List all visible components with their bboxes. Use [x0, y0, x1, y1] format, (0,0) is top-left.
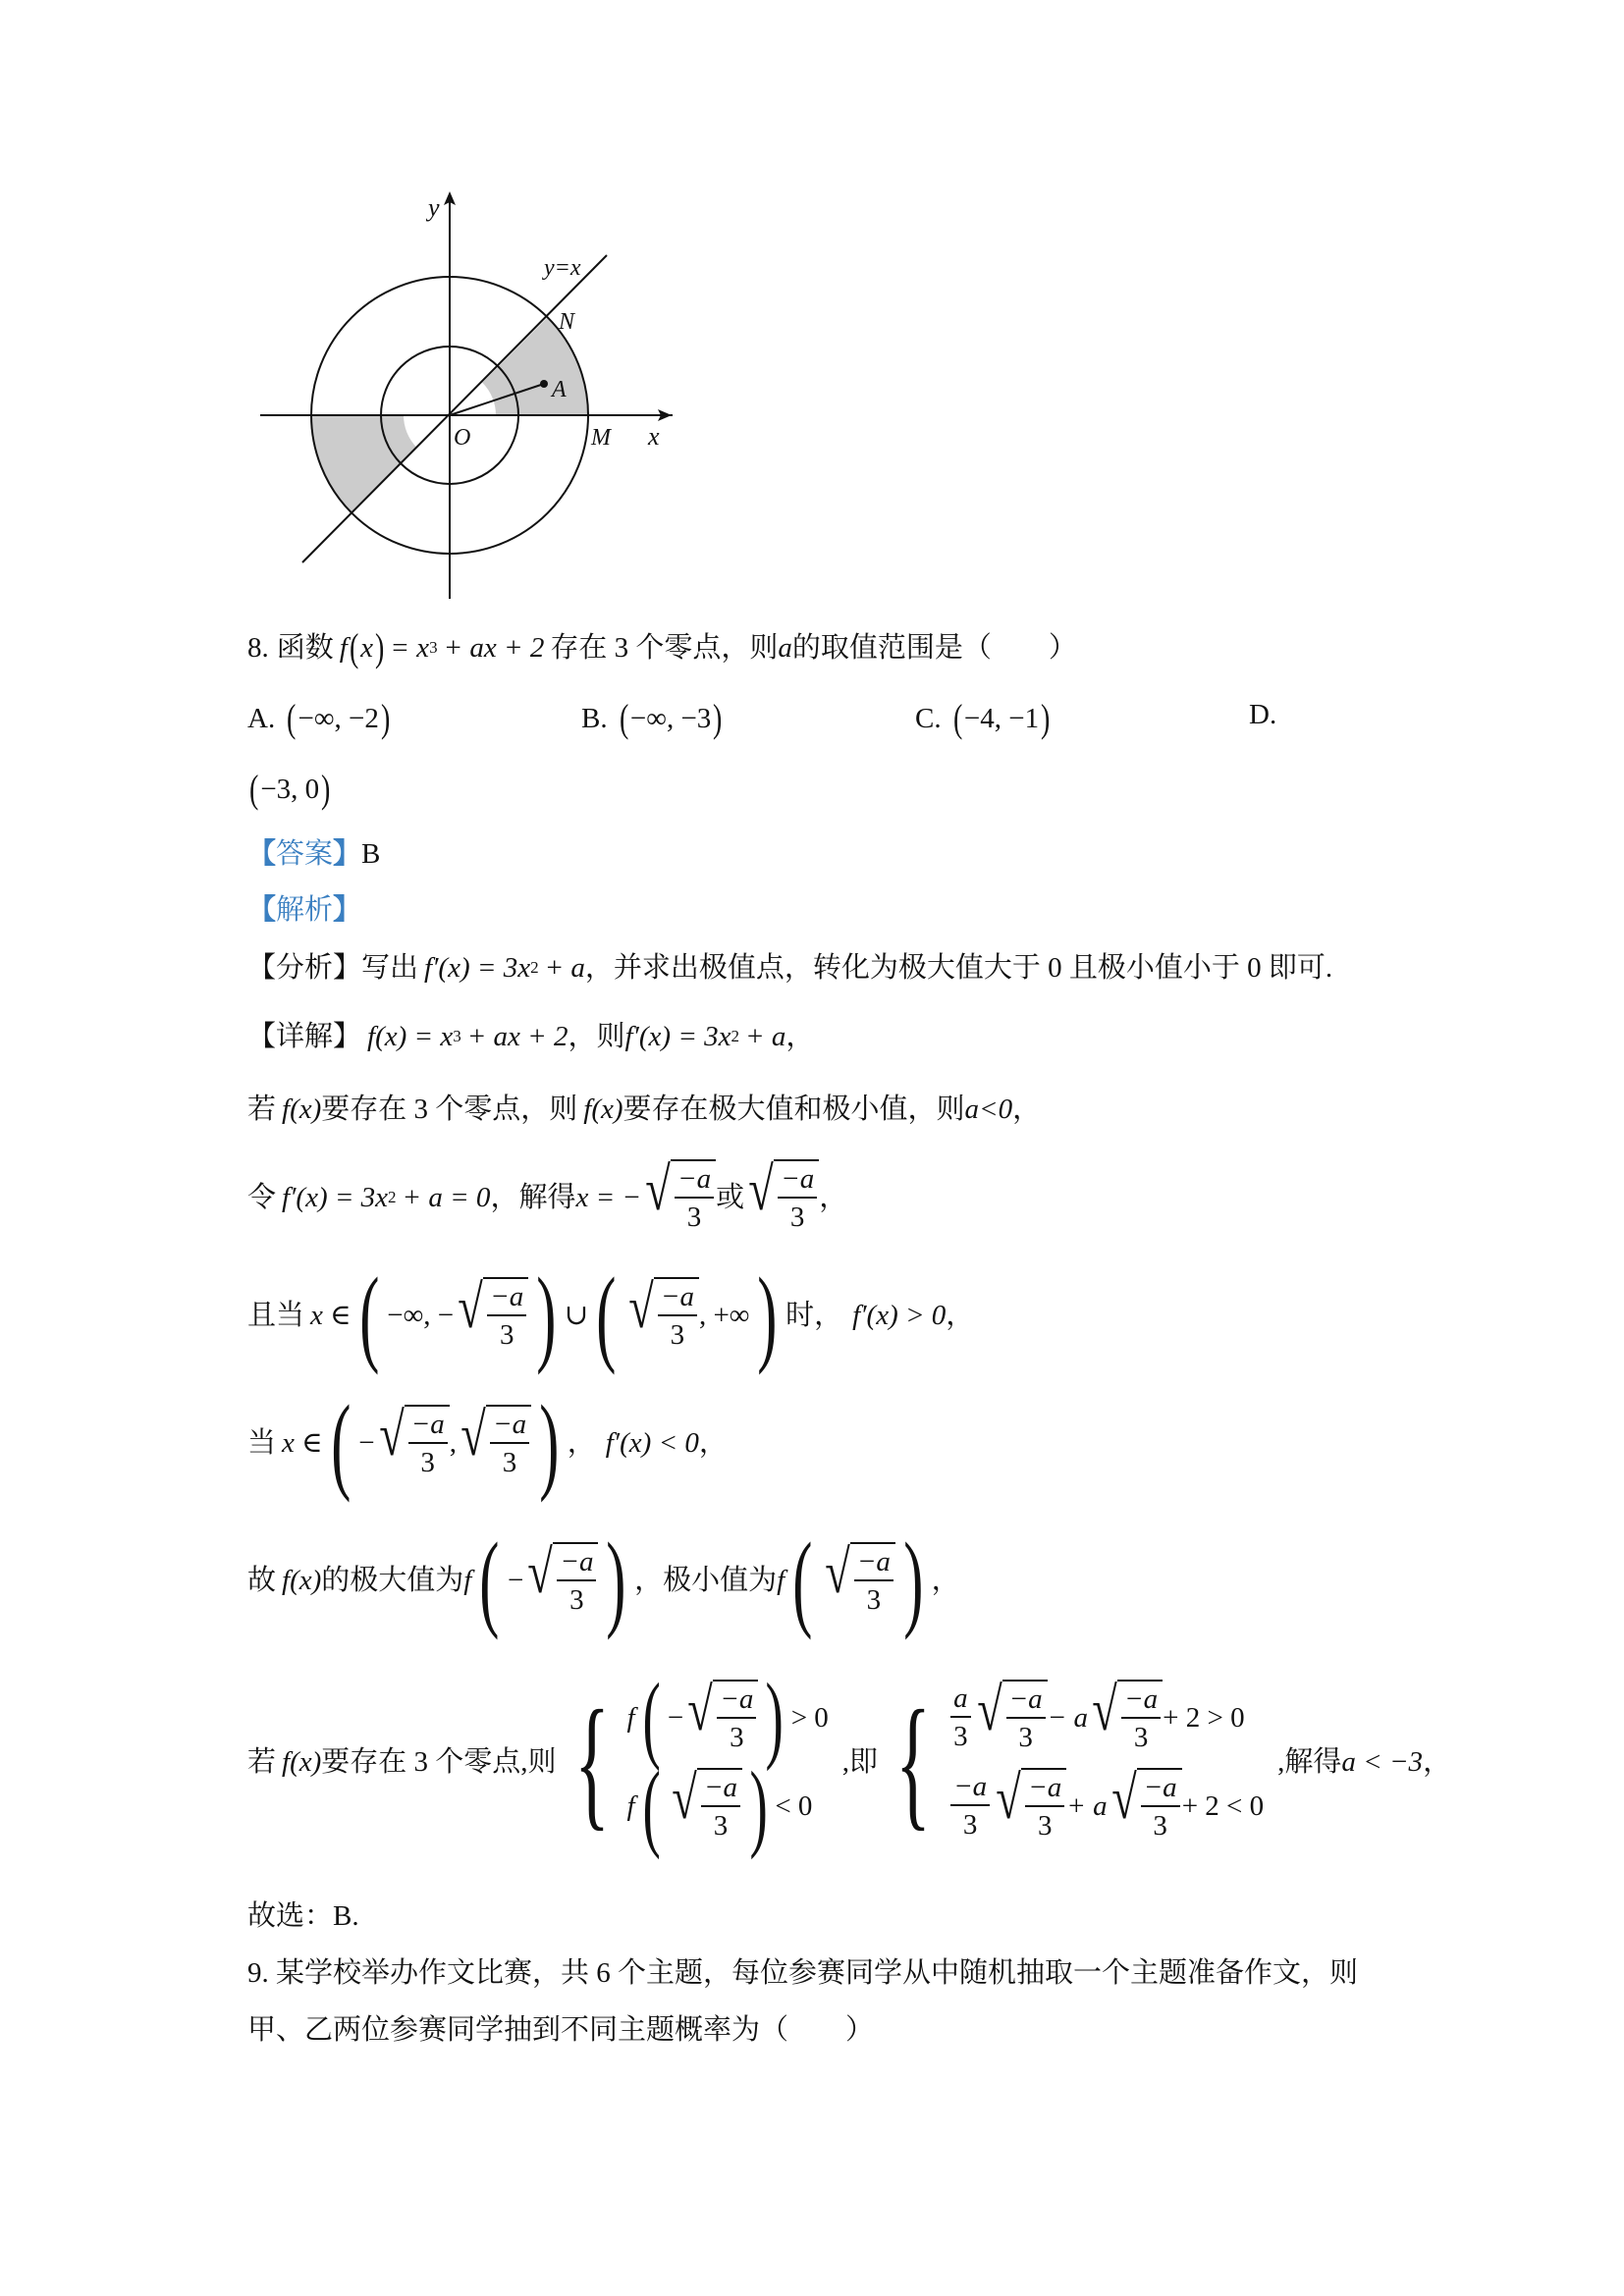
- label-x: x: [648, 422, 660, 451]
- option-c-value: −4, −1: [963, 702, 1040, 734]
- option-a-label: A.: [247, 702, 276, 734]
- step-6: 若 f(x) 要存在 3 个零点,则 { f ( − √ $\frac{-a}{3}$ ) > 0 f ( √ $\frac{-a}{3}$ ) < 0 ,即 { $\frac{a}{3}$ √ $\frac{-a}{3}$ − a √ $\frac{-a}{3}$ + 2 > 0 $\frac{-a}{3}$ √ $\frac{-a}{3}$ + a √ $\frac{-a}{3}$ + 2 < 0 ,解得 a < −3 ，: [247, 1663, 1452, 1860]
- option-a[interactable]: A. ( −∞, −2 ): [247, 696, 391, 740]
- option-c[interactable]: C. ( −4, −1 ): [915, 696, 1051, 740]
- sqrt-expr: √ $\frac{-a}{3}$: [744, 1159, 819, 1236]
- answer-line: 【 答案 】 B: [247, 834, 380, 874]
- step-2: 令 f′(x) = 3x 2 + a = 0 ，解得 x = − √ $\frac{-a}{3}$ 或 √ $\frac{-a}{3}$ ，: [247, 1153, 847, 1242]
- answer-label: 答案: [276, 838, 334, 870]
- question-number: 8.: [247, 632, 269, 664]
- option-d-value-row[interactable]: ( −3, 0 ): [248, 767, 331, 811]
- analysis-label: 解析: [276, 894, 334, 926]
- answer-value: B: [361, 838, 381, 870]
- step-1: 若 f(x) 要存在 3 个零点，则 f(x) 要存在极大值和极小值，则 a<0 ，: [247, 1094, 1042, 1125]
- fenxi-line: 【分析】 写出 f′(x) = 3x 2 + a ，并求出极值点，转化为极大值大于 0 且极小值小于 0 即可.: [247, 948, 1332, 988]
- annulus-figure: [247, 187, 679, 609]
- question-9-line-2: 甲、乙两位参赛同学抽到不同主题概率为（ ）: [247, 2014, 875, 2046]
- step-3: 且当 x ∈ ( −∞, − √ $\frac{-a}{3}$ ) ∪ ( √ $\frac{-a}{3}$ , +∞ ) 时， f′(x) > 0 ，: [247, 1255, 975, 1375]
- label-N: N: [559, 309, 575, 335]
- inequality-system-1: f ( − √ $\frac{-a}{3}$ ) > 0 f ( √ $\frac{-a}{3}$ ) < 0: [626, 1663, 829, 1860]
- conclusion: 故选：B.: [247, 1900, 359, 1932]
- point-A: [540, 380, 548, 388]
- fenxi-label: 【分析】: [247, 952, 362, 984]
- option-a-value: −∞, −2: [298, 702, 379, 734]
- step-5: 故 f(x) 的极大值为 f ( − √ $\frac{-a}{3}$ ) ，极小值为 f ( √ $\frac{-a}{3}$ ) ，: [247, 1521, 960, 1640]
- option-b-label: B.: [581, 702, 608, 734]
- system-brace: {: [573, 1681, 610, 1843]
- coordinate-diagram: [247, 187, 679, 609]
- analysis-header: 【 解析 】: [247, 890, 361, 930]
- option-b[interactable]: B. ( −∞, −3 ): [581, 696, 723, 740]
- sqrt-expr: √ $\frac{-a}{3}$: [641, 1159, 716, 1236]
- inequality-system-2: $\frac{a}{3}$ √ $\frac{-a}{3}$ − a √ $\frac{-a}{3}$ + 2 > 0 $\frac{-a}{3}$ √ $\frac{-a}{3}$ + a √ $\frac{-a}{3}$ + 2 < 0: [948, 1674, 1264, 1850]
- option-b-value: −∞, −3: [629, 702, 712, 734]
- label-y: y: [428, 193, 440, 222]
- label-M: M: [591, 425, 611, 451]
- label-line: y=x: [544, 255, 581, 281]
- question-9-line-1: 9. 某学校举办作文比赛，共 6 个主题，每位参赛同学从中随机抽取一个主题准备作文，则: [247, 1957, 1359, 1989]
- option-d-label-wrap[interactable]: [1249, 699, 1276, 731]
- option-c-label: C.: [915, 702, 942, 734]
- label-O: O: [454, 425, 471, 451]
- option-d-label: D.: [1249, 699, 1277, 730]
- xiangjie-line: 【详解】 f(x) = x 3 + ax + 2 ，则 f′(x) = 3x 2 + a ，: [247, 1017, 814, 1056]
- system-brace: {: [895, 1681, 932, 1843]
- xiangjie-label: 【详解】: [247, 1021, 362, 1052]
- question-8-stem: 8. 函数 f ( x ) = x 3 + ax + 2 存在 3 个零点，则 a 的取值范围是（ ）: [247, 625, 1077, 669]
- options-row: [247, 696, 1377, 742]
- label-A: A: [552, 377, 567, 402]
- step-4: 当 x ∈ ( − √ $\frac{-a}{3}$ , √ $\frac{-a}{3}$ ) ， f′(x) < 0 ，: [247, 1383, 728, 1503]
- option-d-value: −3, 0: [260, 774, 320, 805]
